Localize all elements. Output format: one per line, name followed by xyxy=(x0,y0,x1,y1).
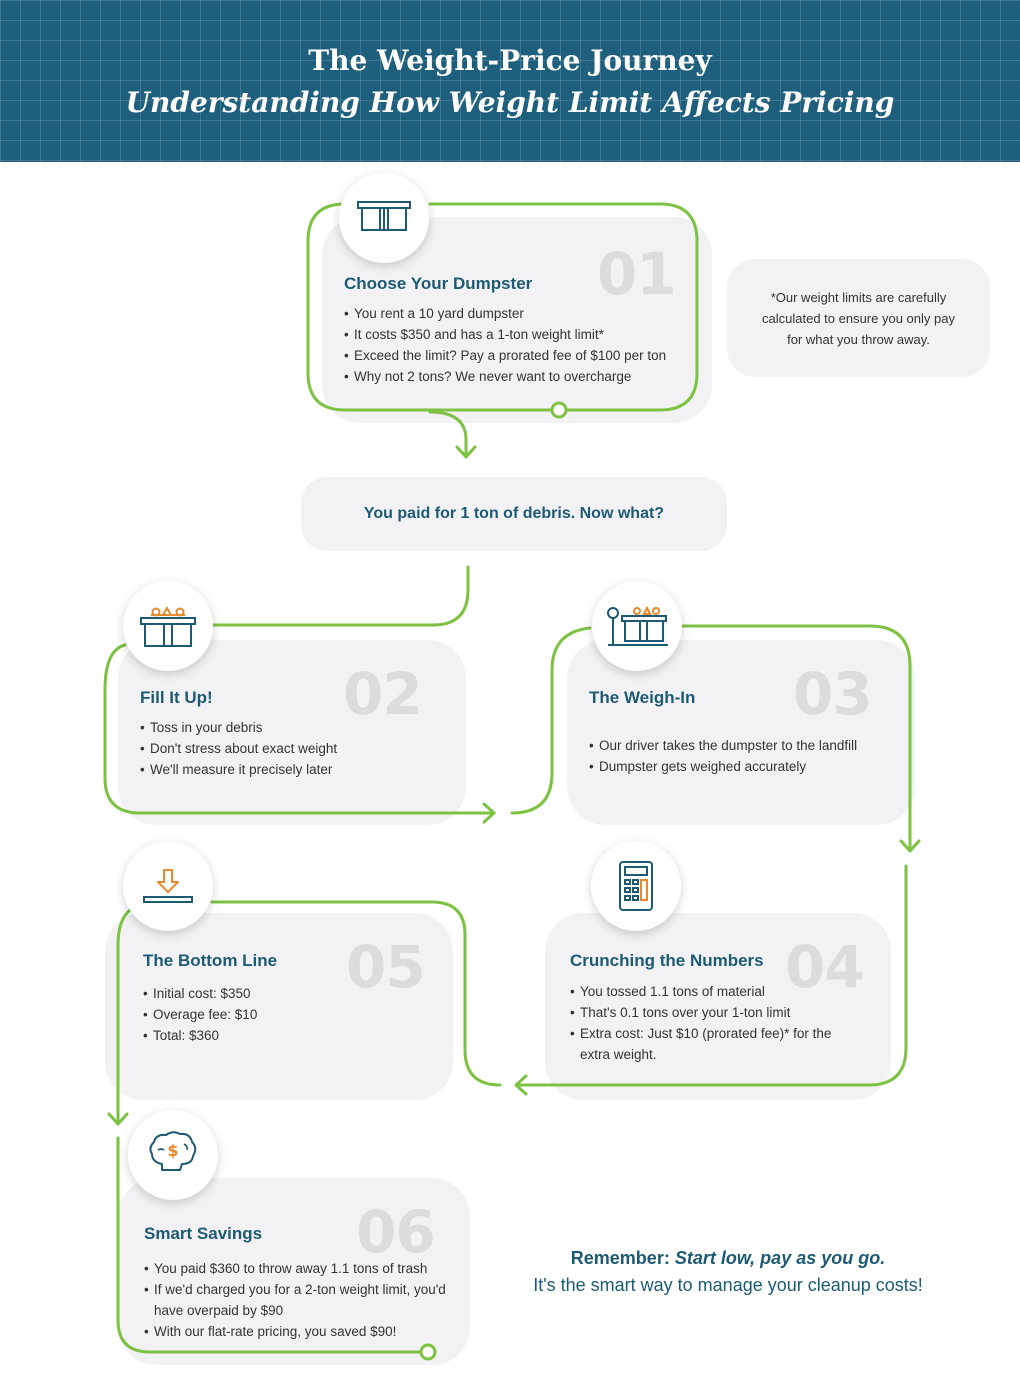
list-item: • You paid $360 to throw away 1.1 tons of trash xyxy=(144,1258,454,1279)
remember-line-1 xyxy=(500,1248,956,1269)
step-04-icon-badge xyxy=(591,841,681,931)
weight-limit-note xyxy=(727,259,990,377)
step-05-icon-badge xyxy=(123,841,213,931)
list-item: • It costs $350 and has a 1-ton weight limit* xyxy=(344,324,704,345)
list-item: • Initial cost: $350 xyxy=(143,983,423,1004)
step-number-03: 03 xyxy=(793,660,872,728)
step-title-06: Smart Savings xyxy=(144,1224,263,1243)
step-bullets-04 xyxy=(570,981,860,1065)
step-title-01: Choose Your Dumpster xyxy=(344,274,533,293)
filled-dumpster-icon xyxy=(137,601,199,651)
step-02-icon-badge xyxy=(123,581,213,671)
step-bullets-06 xyxy=(144,1258,454,1342)
step-title-03: The Weigh-In xyxy=(589,688,696,707)
step-number-01: 01 xyxy=(597,240,676,308)
svg-text:$: $ xyxy=(167,1141,179,1160)
weighing-scale-icon xyxy=(604,601,670,651)
list-item: • We'll measure it precisely later xyxy=(140,759,450,780)
step-title-04: Crunching the Numbers xyxy=(570,951,764,970)
step-number-06: 06 xyxy=(356,1198,435,1266)
list-item: • Our driver takes the dumpster to the landfill xyxy=(589,735,899,756)
brain-dollar-icon xyxy=(146,1130,200,1180)
connector-question-to-02 xyxy=(213,567,468,625)
list-item: • Extra cost: Just $10 (prorated fee)* for the extra weight. xyxy=(570,1023,860,1065)
page-subtitle: Understanding How Weight Limit Affects Pricing xyxy=(125,86,895,119)
step-bullets-01 xyxy=(344,303,704,387)
step-bullets-05 xyxy=(143,983,423,1046)
list-item: • You tossed 1.1 tons of material xyxy=(570,981,860,1002)
step-title-02: Fill It Up! xyxy=(140,688,213,707)
step-bullets-03 xyxy=(589,735,899,777)
list-item: • With our flat-rate pricing, you saved $90! xyxy=(144,1321,454,1342)
list-item: • Exceed the limit? Pay a prorated fee of $100 per ton xyxy=(344,345,704,366)
connector-step-05 xyxy=(118,910,130,1124)
connector-02-to-03 xyxy=(512,628,590,813)
list-item: • You rent a 10 yard dumpster xyxy=(344,303,704,324)
calculator-icon xyxy=(616,860,656,912)
question-box: You paid for 1 ton of debris. Now what? xyxy=(301,477,727,551)
page-title: The Weight-Price Journey xyxy=(308,44,712,77)
list-item: • If we'd charged you for a 2-ton weight limit, you'd have overpaid by $90 xyxy=(144,1279,454,1321)
step-title-05: The Bottom Line xyxy=(143,951,278,970)
note-text: *Our weight limits are carefully calculated to ensure you only pay for what you throw away. xyxy=(762,289,955,347)
download-arrow-icon xyxy=(140,866,196,906)
connector-01-to-question xyxy=(430,412,466,455)
step-03-icon-badge xyxy=(592,581,682,671)
step-01-icon-badge xyxy=(339,173,429,263)
remember-emphasis: Start low, pay as you go. xyxy=(674,1248,886,1268)
end-dot-01 xyxy=(552,403,566,417)
list-item: • Toss in your debris xyxy=(140,717,450,738)
step-number-05: 05 xyxy=(346,933,425,1001)
step-number-02: 02 xyxy=(343,660,422,728)
list-item: • Don't stress about exact weight xyxy=(140,738,450,759)
remember-callout xyxy=(500,1248,956,1296)
step-number-04: 04 xyxy=(785,933,864,1001)
list-item: • Why not 2 tons? We never want to overcharge xyxy=(344,366,704,387)
step-06-icon-badge xyxy=(128,1110,218,1200)
remember-label: Remember: xyxy=(570,1248,670,1268)
remember-line-2: It's the smart way to manage your cleanup costs! xyxy=(533,1275,923,1295)
list-item: • Total: $360 xyxy=(143,1025,423,1046)
dumpster-icon xyxy=(354,198,414,238)
step-bullets-02 xyxy=(140,717,450,780)
list-item: • Overage fee: $10 xyxy=(143,1004,423,1025)
list-item: • That's 0.1 tons over your 1-ton limit xyxy=(570,1002,860,1023)
end-dot-06 xyxy=(421,1345,435,1359)
list-item: • Dumpster gets weighed accurately xyxy=(589,756,899,777)
